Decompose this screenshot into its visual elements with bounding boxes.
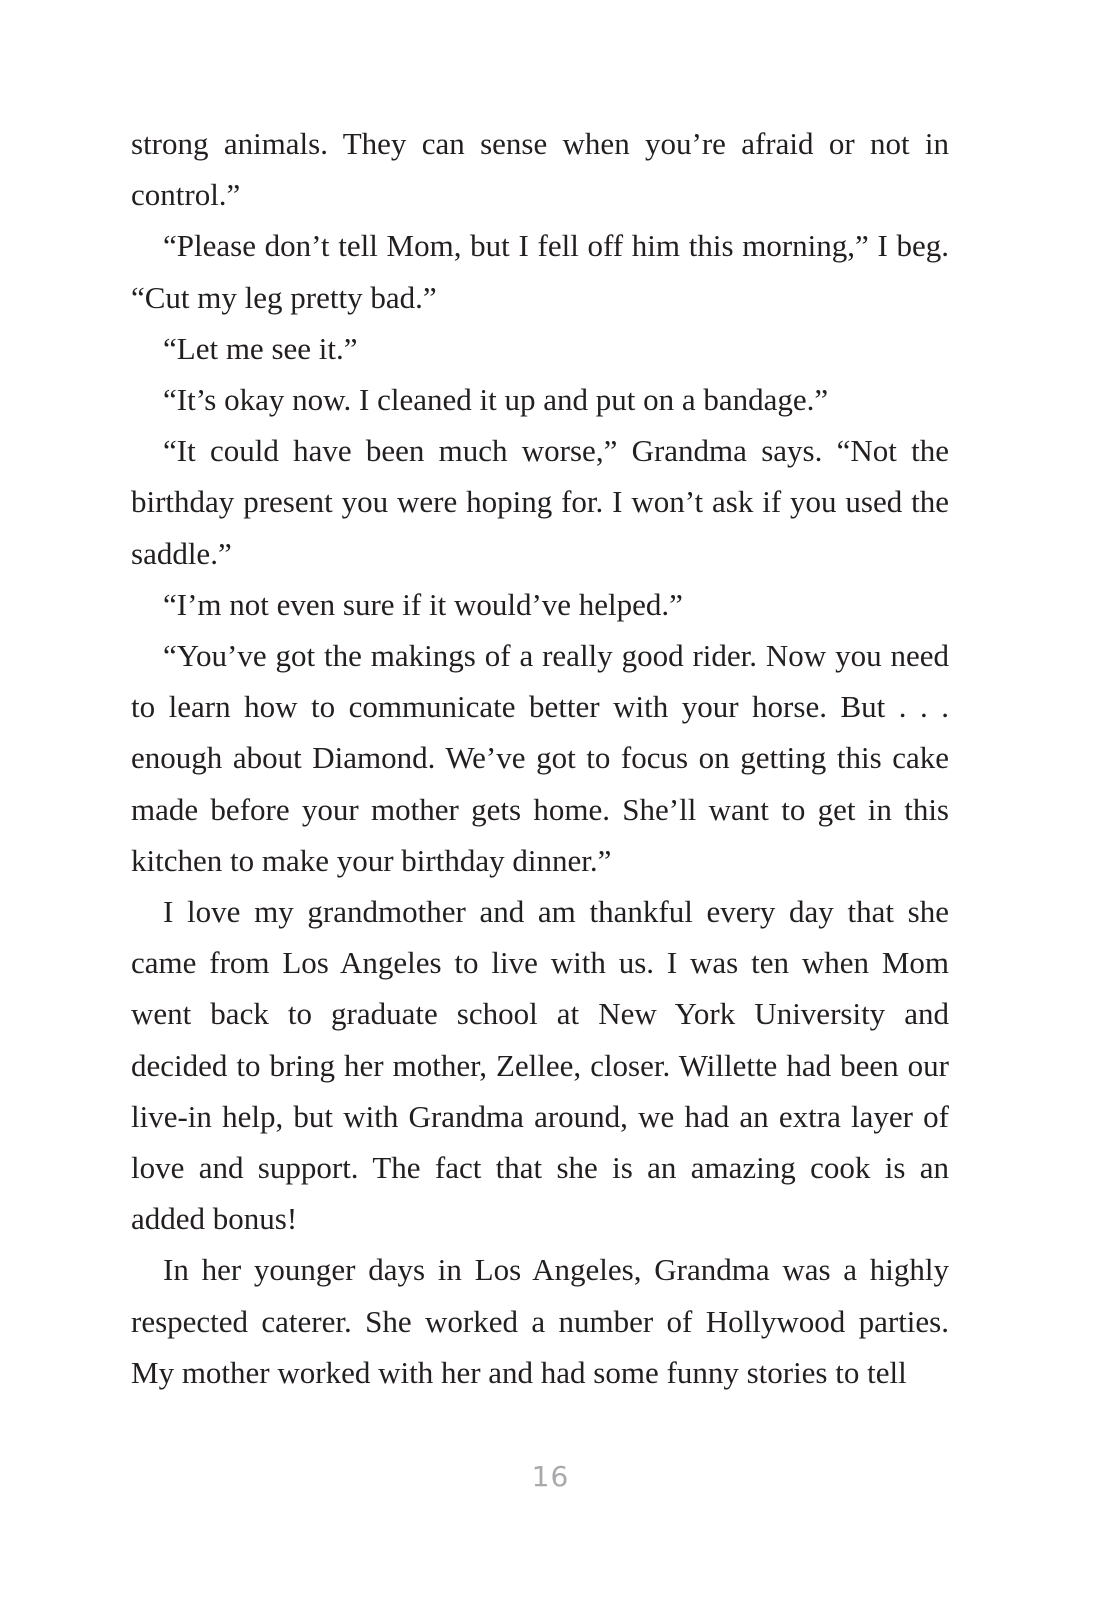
paragraph: “It could have been much worse,” Grandma says. “Not the birthday present you were hoping for. I won’t ask if you used the saddle.” bbox=[131, 433, 949, 571]
paragraph: “I’m not even sure if it would’ve helped.” bbox=[163, 586, 683, 622]
body-text bbox=[131, 118, 949, 1398]
paragraph: “Please don’t tell Mom, but I fell off him this morning,” I beg. “Cut my leg pretty bad.” bbox=[131, 228, 949, 315]
paragraph-continuation: strong animals. They can sense when you’re afraid or not in control.” bbox=[131, 126, 949, 213]
paragraph: “You’ve got the makings of a really good rider. Now you need to learn how to communicate better with your horse. But . . . enough about Diamond. We’ve got to focus on getting this cake made before your mother gets home. She’ll want to get in this kitchen to make your birthday dinner.” bbox=[131, 638, 949, 878]
paragraph: In her younger days in Los Angeles, Grandma was a highly respected caterer. She worked a number of Hollywood parties. My mother worked with her and had some funny stories to tell bbox=[131, 1252, 949, 1390]
paragraph: I love my grandmother and am thankful every day that she came from Los Angeles to live with us. I was ten when Mom went back to graduate school at New York University and decided to bring her mother, Zellee, closer. Willette had been our live-in help, but with Grandma around, we had an extra layer of love and support. The fact that she is an amazing cook is an added bonus! bbox=[131, 894, 949, 1237]
paragraph: “Let me see it.” bbox=[163, 330, 358, 366]
paragraph: “It’s okay now. I cleaned it up and put on a bandage.” bbox=[163, 382, 829, 418]
page-number: 16 bbox=[531, 1460, 570, 1493]
